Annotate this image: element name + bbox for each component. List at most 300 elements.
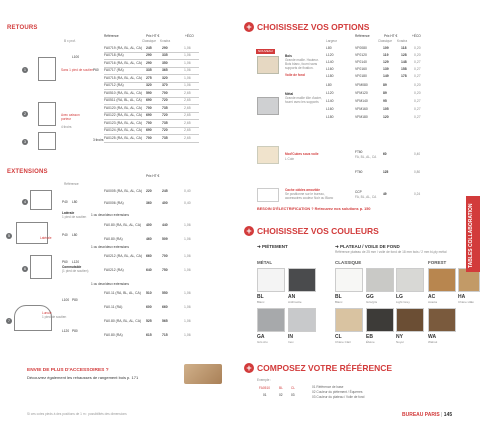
retours-row [104, 90, 199, 97]
cache-image [257, 188, 279, 202]
retour-diagram-3 [38, 132, 56, 150]
retours-eco: 2,65 [184, 113, 191, 117]
electrification-text: BESOIN D'ÉLECTRIFICATION ? Retrouvez nos solutions p. 150 [257, 207, 371, 211]
retours-title: RETOURS [7, 25, 38, 31]
retours-col-eco: +ÉCO [185, 34, 194, 38]
retours-row [104, 112, 199, 119]
ext-label-lunule: Lunule [42, 311, 52, 315]
retours-col-bpd: B x prof. [64, 39, 76, 43]
retours-ref: FA0718 (RA) [104, 53, 124, 57]
option-price-classique: 109 [383, 46, 389, 50]
retours-price-classique: 690 [146, 98, 152, 102]
extension-row [104, 188, 199, 195]
extension-price-kvadra: 440 [162, 223, 168, 227]
retours-price-classique: 590 [146, 91, 152, 95]
option-price-kvadra: 178 [401, 74, 407, 78]
extension-row [104, 200, 199, 207]
swatch-wa [428, 308, 456, 332]
extension-row [104, 253, 199, 260]
option-eco: 0,20 [414, 53, 421, 57]
retours-col-kvadra: Kvadra [160, 39, 171, 43]
extension-ref: FA0005 (RA, BL, AL, CA) [104, 189, 143, 193]
retours-row [104, 120, 199, 127]
footer-title: BUREAU PARIS | 145 [402, 412, 453, 418]
retours-eco: 2,65 [184, 121, 191, 125]
mod-eco2: 0,80 [414, 170, 421, 174]
retours-row [104, 52, 199, 59]
extension-eco: 0,40 [184, 189, 191, 193]
ext-note-1: 1 ou deux/deux extensions [91, 213, 129, 217]
mod-eco: 0,40 [414, 152, 421, 156]
mod-ref: FT60 [355, 150, 363, 154]
retours-price-kvadra: 720 [162, 113, 168, 117]
swatch-code: AC [428, 294, 436, 300]
swatch-code: CL [335, 334, 342, 340]
side-tab [466, 196, 480, 272]
swatch-name: Chêne Hâlé [458, 300, 474, 304]
swatch-ac [428, 268, 456, 292]
option-price-classique: 129 [383, 60, 389, 64]
extension-price-kvadra: 509 [162, 237, 168, 241]
extension-eco: 1,06 [184, 333, 191, 337]
option-width: L80 [326, 46, 332, 50]
option-eco: 0,20 [414, 91, 421, 95]
retour-diagram-2 [38, 102, 56, 126]
retours-price-kvadra: 320 [162, 76, 168, 80]
ext-label-commutable: Commutable [62, 265, 82, 269]
option-eco: 0,27 [414, 115, 421, 119]
pietement-text: PIÉTEMENT [262, 244, 288, 249]
retours-eco: 1,06 [184, 61, 191, 65]
ext-label-lateral2: Latérale [40, 236, 52, 240]
reference-example: Exemple : [257, 378, 272, 382]
options-col-kvadra: Kvadra [397, 39, 408, 43]
retours-row [104, 135, 199, 142]
swatch-name: Blanc [335, 300, 343, 304]
ext-dim-p80: P80 [72, 298, 78, 302]
option-price: 89 [383, 91, 387, 95]
swatch-lg [396, 268, 424, 292]
option-ref: VFM180 [355, 115, 368, 119]
option-row-bois [326, 73, 421, 80]
reference-box [257, 385, 305, 399]
retours-price-classique: 290 [146, 61, 152, 65]
option-width: L120 [326, 53, 334, 57]
retours-price-classique: 690 [146, 128, 152, 132]
option-row-metal [326, 82, 421, 89]
swatch-code: IN [288, 334, 293, 340]
couleurs-plus-icon: + [244, 226, 254, 236]
extension-price-kvadra: 750 [162, 268, 168, 272]
options-col-largeur: Largeur [326, 39, 337, 43]
extension-row [104, 267, 199, 274]
extension-eco: 1,06 [184, 305, 191, 309]
swatch-bl [257, 268, 285, 292]
swatch-name: Blanc [257, 300, 265, 304]
extension-eco: 1,06 [184, 268, 191, 272]
page-number: 145 [443, 412, 453, 418]
extension-price-kvadra: 700 [162, 254, 168, 258]
options-col-prix: Prix HT € [384, 34, 398, 38]
extension-ref: FA0.11 (RA) [104, 305, 123, 309]
reference-plus-icon: + [244, 363, 254, 373]
cache-ref: CCP [355, 190, 362, 194]
label-3-tiroirs: 3 tiroirs [93, 138, 104, 142]
extension-price-kvadra: 660 [162, 305, 168, 309]
ext-note-2: 1 ou deux/deux extensions [91, 245, 129, 249]
extension-row [104, 222, 199, 229]
swatch-ny [396, 308, 424, 332]
ext-marker-2: 5 [6, 233, 12, 239]
cache-label: Cache câbles amovible [285, 188, 321, 192]
swatch-code: BL [257, 294, 264, 300]
retours-col-prix: Prix HT € [146, 34, 160, 38]
swatch-name: Light Grey [396, 300, 410, 304]
plateau-text: PLATEAU / VOILE DE FOND [340, 244, 400, 249]
reference-title: COMPOSEZ VOTRE RÉFÉRENCE [257, 363, 393, 373]
option-row-metal [326, 98, 421, 105]
option-ref: VF0160 [355, 67, 367, 71]
retours-ref: FA0719 (RA, BL, AL, CA) [104, 46, 143, 50]
option-eco: 0,27 [414, 74, 421, 78]
option-price-classique: 149 [383, 74, 389, 78]
label-avec-caisson: Avec caisson porteur [61, 113, 80, 121]
retours-row [104, 45, 199, 52]
retours-row-divider [104, 142, 199, 143]
retours-price-kvadra: 735 [162, 136, 168, 140]
mod-price: 60 [383, 152, 387, 156]
retours-row [104, 97, 199, 104]
footer-text: BUREAU PARIS [402, 412, 440, 418]
option-ref: VF0140 [355, 60, 367, 64]
swatch-name: Ébène [366, 340, 375, 344]
option-eco: 0,27 [414, 107, 421, 111]
retours-eco: 2,65 [184, 136, 191, 140]
retours-ref: FA0120 (RA, BL, AL, CA) [104, 106, 143, 110]
retour-diagram-1 [38, 57, 56, 81]
swatch-code: AN [288, 294, 296, 300]
mod-ref2: FT60 [355, 170, 363, 174]
retours-ref: FA0712 (RA) [104, 83, 124, 87]
ext-marker-4: 7 [6, 318, 12, 324]
retours-eco: 2,65 [184, 91, 191, 95]
extension-row [104, 332, 199, 339]
options-title: CHOISISSEZ VOS OPTIONS [257, 22, 370, 32]
ext-dim-l80b: L80 [72, 233, 78, 237]
extension-eco: 1,06 [184, 291, 191, 295]
extension-price-kvadra: 715 [162, 333, 168, 337]
swatch-code: LG [396, 294, 403, 300]
option-price-classique: 139 [383, 67, 389, 71]
swatch-code: NY [396, 334, 403, 340]
retours-price-kvadra: 735 [162, 121, 168, 125]
plateau-sub: Référence plateau de 25 mm / voile de fond de 18 mm bois / 2 mm bi-ply métal [335, 250, 447, 254]
side-tab-label: TABLES COLLABORATION [468, 203, 474, 268]
mod-label: Mod'Cubes sous voile [285, 152, 319, 156]
retours-row [104, 75, 199, 82]
extension-price-kvadra: 245 [162, 189, 168, 193]
retours-price-kvadra: 290 [162, 46, 168, 50]
extension-row [104, 290, 199, 297]
swatch-eb [366, 308, 394, 332]
retours-price-classique: 700 [146, 136, 152, 140]
swatch-name: Anthracite [288, 300, 302, 304]
ext-dim-p40: P40 [62, 200, 68, 204]
retours-eco: 2,65 [184, 106, 191, 110]
retours-eco: 2,65 [184, 98, 191, 102]
retours-row [104, 67, 199, 74]
retours-eco: 1,06 [184, 83, 191, 87]
ext-dim-l80: L80 [72, 200, 78, 204]
ext-label-lunule-sub: 1 pied de soutien [42, 315, 67, 319]
ext-dim-l120b: L120 [62, 329, 70, 333]
retours-price-kvadra: 365 [162, 68, 168, 72]
metal-sub: Grande maille tôle d'acier, fourni avec les supports [285, 96, 322, 104]
option-width: L80 [326, 83, 332, 87]
retours-eco: 1,06 [184, 46, 191, 50]
option-price: 105 [383, 107, 389, 111]
cache-eco: 0,24 [414, 192, 421, 196]
ext-dim-p60: P60 [62, 260, 68, 264]
option-price: 89 [383, 83, 387, 87]
bois-sub: Grande maille. Hauteur. Bois blanc, fourni sans supports de fixation. [285, 58, 319, 70]
swatch-bl [335, 268, 363, 292]
options-col-ref: Référence [355, 34, 370, 38]
ref-cell-3: CL [291, 386, 296, 390]
extension-eco: 1,06 [184, 254, 191, 258]
cache-price: 49 [383, 192, 387, 196]
ref-num-1: 01 [263, 393, 267, 397]
retours-row [104, 105, 199, 112]
ext-diagram-3 [30, 255, 52, 279]
extension-ref: FA0.80 (RA, BL, AL, CA) [104, 319, 142, 323]
cache-ref-sub: FA, BL, AL, CA [355, 195, 377, 199]
ext-label-lateral-sub: 1 pied de soutien [62, 215, 87, 219]
retours-price-kvadra: 335 [162, 53, 168, 57]
option-price-classique: 119 [383, 53, 389, 57]
swatch-name: Chêne Clair [335, 340, 351, 344]
retours-eco: 1,06 [184, 53, 191, 57]
retours-price-kvadra: 370 [162, 83, 168, 87]
swatch-code: HA [458, 294, 466, 300]
option-price-kvadra: 158 [401, 67, 407, 71]
pietement-label: ➜ PIÉTEMENT [257, 244, 288, 249]
label-l100-a: L100 [72, 55, 80, 59]
extension-price-kvadra: 400 [162, 201, 168, 205]
retours-price-classique: 290 [146, 53, 152, 57]
voile-label: Voile de fond [285, 73, 305, 77]
option-width: L120 [326, 91, 334, 95]
retours-price-classique: 700 [146, 121, 152, 125]
mod-image [257, 146, 279, 164]
retour-marker-2: 2 [22, 111, 28, 117]
extension-price-kvadra: 565 [162, 319, 168, 323]
option-ref: VF0080 [355, 46, 367, 50]
ext-marker-1: 4 [22, 199, 28, 205]
swatch-code: WA [428, 334, 437, 340]
extension-price-classique: 600 [146, 305, 152, 309]
ext-label-lateral: Latérale [62, 211, 75, 215]
metal-label: Métal [285, 92, 294, 96]
option-row-bois [326, 66, 421, 73]
label-p60: P60 [93, 68, 99, 72]
ref-num-3: 03 [291, 393, 295, 397]
label-4-tiroirs: 4 tiroirs [61, 125, 72, 129]
retours-price-kvadra: 720 [162, 98, 168, 102]
ref-cell-2: BL [279, 386, 283, 390]
extension-ref: FA0.80 (RA) [104, 333, 123, 337]
swatch-name: Walnut [428, 340, 438, 344]
extension-price-classique: 525 [146, 319, 152, 323]
extension-ref: FA0.80 (RA) [104, 237, 123, 241]
option-width: L140 [326, 99, 334, 103]
metal-heading: MÉTAL [257, 260, 273, 265]
option-ref: VFM140 [355, 99, 368, 103]
swatch-cl [335, 308, 363, 332]
option-ref: VFM080 [355, 83, 368, 87]
extension-price-classique: 400 [146, 223, 152, 227]
retours-price-kvadra: 700 [162, 91, 168, 95]
retours-price-kvadra: 350 [162, 61, 168, 65]
retours-ref: FA0511 (RA, BL, AL, CA) [104, 98, 142, 102]
options-plus-icon: + [244, 22, 254, 32]
option-eco: 0,27 [414, 60, 421, 64]
retours-price-kvadra: 735 [162, 106, 168, 110]
swatch-name: Inox [288, 340, 294, 344]
options-col-classique: Classique [378, 39, 392, 43]
option-width: L180 [326, 74, 334, 78]
extension-eco: 1,06 [184, 319, 191, 323]
ext-marker-3: 6 [22, 266, 28, 272]
couleurs-title: CHOISISSEZ VOS COULEURS [257, 226, 379, 236]
option-price-kvadra: 148 [401, 60, 407, 64]
option-row-bois [326, 59, 421, 66]
bois-label: Bois [285, 54, 292, 58]
extension-row [104, 304, 199, 311]
swatch-name: Noyer [396, 340, 405, 344]
option-width: L140 [326, 60, 334, 64]
extension-eco: 0,40 [184, 201, 191, 205]
ext-diagram-1 [30, 190, 52, 210]
mod-ref-sub: FA, BL, AL, CA [355, 155, 377, 159]
option-row-metal [326, 114, 421, 121]
retours-eco: 2,65 [184, 128, 191, 132]
retours-price-classique: 245 [146, 46, 152, 50]
ext-note-3: 1 ou deux/deux extensions [91, 282, 129, 286]
swatch-code: GA [257, 334, 265, 340]
retours-row [104, 82, 199, 89]
extensions-col-ref: Référence [64, 182, 79, 186]
option-eco: 0,20 [414, 46, 421, 50]
accessoires-text: Découvrez également les rehausses de rangement bois p. 171 [27, 375, 139, 380]
swatch-an [288, 268, 316, 292]
retours-ref: FA0715 (RA, BL, AL, CA) [104, 76, 143, 80]
retours-ref: FA0125 (RA, BL, AL, CA) [104, 136, 143, 140]
option-price-kvadra: 118 [401, 46, 407, 50]
option-eco: 0,20 [414, 83, 421, 87]
option-price: 95 [383, 99, 387, 103]
extension-ref: FA0212 (RA) [104, 268, 124, 272]
retours-col-classique: Classique [142, 39, 156, 43]
extension-price-classique: 510 [146, 291, 152, 295]
swatch-name: Gris Alu [257, 340, 268, 344]
option-width: L160 [326, 107, 334, 111]
option-eco: 0,27 [414, 99, 421, 103]
extension-price-classique: 220 [146, 189, 152, 193]
extension-ref: FA0006 (RA) [104, 201, 124, 205]
swatch-in [288, 308, 316, 332]
retours-price-classique: 700 [146, 106, 152, 110]
extension-price-classique: 360 [146, 201, 152, 205]
retour-marker-1: 1 [22, 67, 28, 73]
retours-price-classique: 335 [146, 68, 152, 72]
accessoires-title: ENVIE DE PLUS D'ACCESSOIRES ? [27, 368, 109, 373]
ext-diagram-2 [16, 222, 48, 244]
swatch-name: Gris/gris [366, 300, 378, 304]
swatch-code: BL [335, 294, 342, 300]
swatch-code: EB [366, 334, 373, 340]
plateau-label: ➜ PLATEAU / VOILE DE FOND [335, 244, 400, 249]
extension-eco: 1,06 [184, 237, 191, 241]
swatch-code: GG [366, 294, 374, 300]
ext-dim-l100: L100 [62, 298, 70, 302]
retours-ref: FA0510 (RA, BL, AL, CA) [104, 91, 143, 95]
option-row-metal [326, 90, 421, 97]
extension-price-classique: 660 [146, 254, 152, 258]
ext-dim-l120: L120 [72, 260, 80, 264]
option-row-bois [326, 45, 421, 52]
extension-price-classique: 615 [146, 333, 152, 337]
option-ref: VF0120 [355, 53, 367, 57]
extensions-title: EXTENSIONS [7, 169, 48, 175]
cache-sub: Se positionne sur le bureau, accessoires couleur Noir ou Blanc [285, 192, 334, 200]
retours-price-classique: 275 [146, 76, 152, 80]
option-ref: VFM120 [355, 91, 368, 95]
ref-num-2: 02 [279, 393, 283, 397]
extension-row [104, 318, 199, 325]
mod-sub: L Coin [285, 157, 295, 161]
option-row-metal [326, 106, 421, 113]
option-price-kvadra: 128 [401, 53, 407, 57]
option-width: L180 [326, 115, 334, 119]
mod-price2: 125 [383, 170, 389, 174]
retours-ref: FA0122 (RA, BL, AL, CA) [104, 113, 143, 117]
ext-dim-p40b: P40 [62, 233, 68, 237]
voile-image-bois [257, 56, 279, 74]
extension-row [104, 236, 199, 243]
extensions-col-prix: Prix HT € [146, 174, 160, 178]
swatch-name: Acacia [428, 300, 438, 304]
left-footnote: Si ces cotes pieds à des positions de 1 m : possibilités des dimensions [27, 412, 127, 416]
retours-ref: FA0123 (RA, BL, AL, CA) [104, 121, 143, 125]
option-row-bois [326, 52, 421, 59]
options-col-eco: +ÉCO [412, 34, 421, 38]
forest-heading: FOREST [428, 260, 447, 265]
retours-price-kvadra: 720 [162, 128, 168, 132]
retours-ref: FA0124 (RA, BL, AL, CA) [104, 128, 143, 132]
option-width: L160 [326, 67, 334, 71]
retour-marker-3: 3 [22, 139, 28, 145]
option-ref: VFM160 [355, 107, 368, 111]
retours-ref: FA0717 (RA) [104, 68, 124, 72]
ext-dim-p80b: P80 [72, 329, 78, 333]
retours-row [104, 127, 199, 134]
extension-price-classique: 640 [146, 268, 152, 272]
ext-label-commutable-sub: (1 pied de soutien) [62, 269, 89, 273]
extension-price-classique: 460 [146, 237, 152, 241]
retours-eco: 1,06 [184, 68, 191, 72]
extension-price-kvadra: 550 [162, 291, 168, 295]
